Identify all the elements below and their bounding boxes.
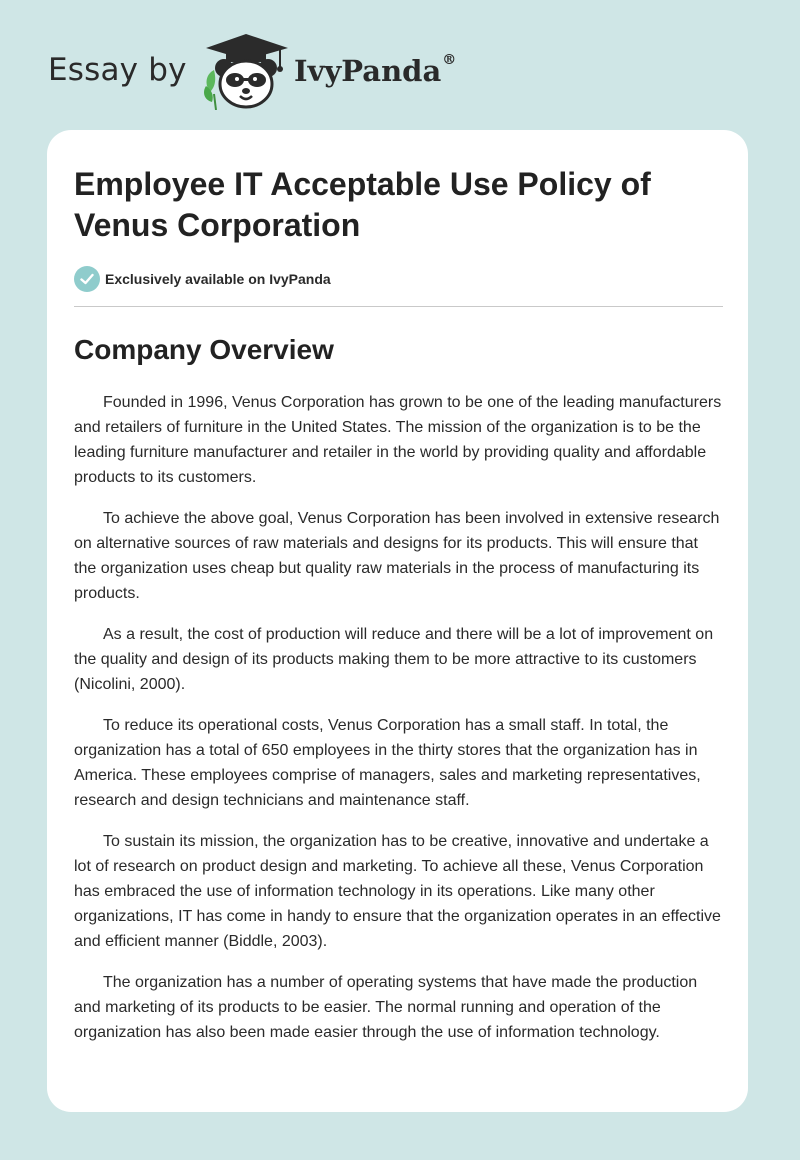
section-heading: Company Overview <box>74 334 334 365</box>
essay-body <box>74 390 723 1045</box>
divider <box>74 306 723 307</box>
paragraph: To achieve the above goal, Venus Corporation has been involved in extensive research on alternative sources of raw materials and designs for its products. This will ensure that the organization uses cheap but quality raw materials in the process of manufacturing its products. <box>74 510 720 602</box>
brand-name[interactable]: IvyPanda® <box>294 52 457 88</box>
paragraph: To sustain its mission, the organization has to be creative, innovative and undertake a lot of research on product design and marketing. To achieve all these, Venus Corporation has embraced the use of information technology in its operations. Like many other organizations, IT has come in handy to ensure that the organization operates in an effective and efficient manner (Biddle, 2003). <box>74 833 721 950</box>
paragraph: Founded in 1996, Venus Corporation has grown to be one of the leading manufacturers and retailers of furniture in the United States. The mission of the organization is to be the leading furniture manufacturer and retailer in the world by providing quality and affordable products to its customers. <box>74 394 722 486</box>
essay-content <box>74 164 723 1061</box>
paragraph: As a result, the cost of production will reduce and there will be a lot of improvement on the quality and design of its products making them to be more attractive to its customers (Nicolini, 2000). <box>74 626 714 693</box>
essay-by-label: Essay by <box>48 52 187 88</box>
exclusive-badge <box>74 266 723 292</box>
paragraph: To reduce its operational costs, Venus Corporation has a small staff. In total, the organization has a total of 650 employees in the thirty stores that the organization has in America. These employees comprise of managers, sales and marketing representatives, research and design technicians and maintenance staff. <box>74 717 701 809</box>
check-circle-icon <box>74 266 100 292</box>
exclusive-badge-text: Exclusively available on IvyPanda <box>105 271 331 287</box>
panda-graduate-icon[interactable] <box>200 30 292 110</box>
page-title: Employee IT Acceptable Use Policy of Venus Corporation <box>74 166 651 243</box>
site-header <box>48 30 508 110</box>
registered-mark: ® <box>442 52 457 68</box>
paragraph: The organization has a number of operating systems that have made the production and marketing of its products to be easier. The normal running and operation of the organization has also been made easier through the use of information technology. <box>74 974 698 1041</box>
essay-card <box>47 130 748 1112</box>
